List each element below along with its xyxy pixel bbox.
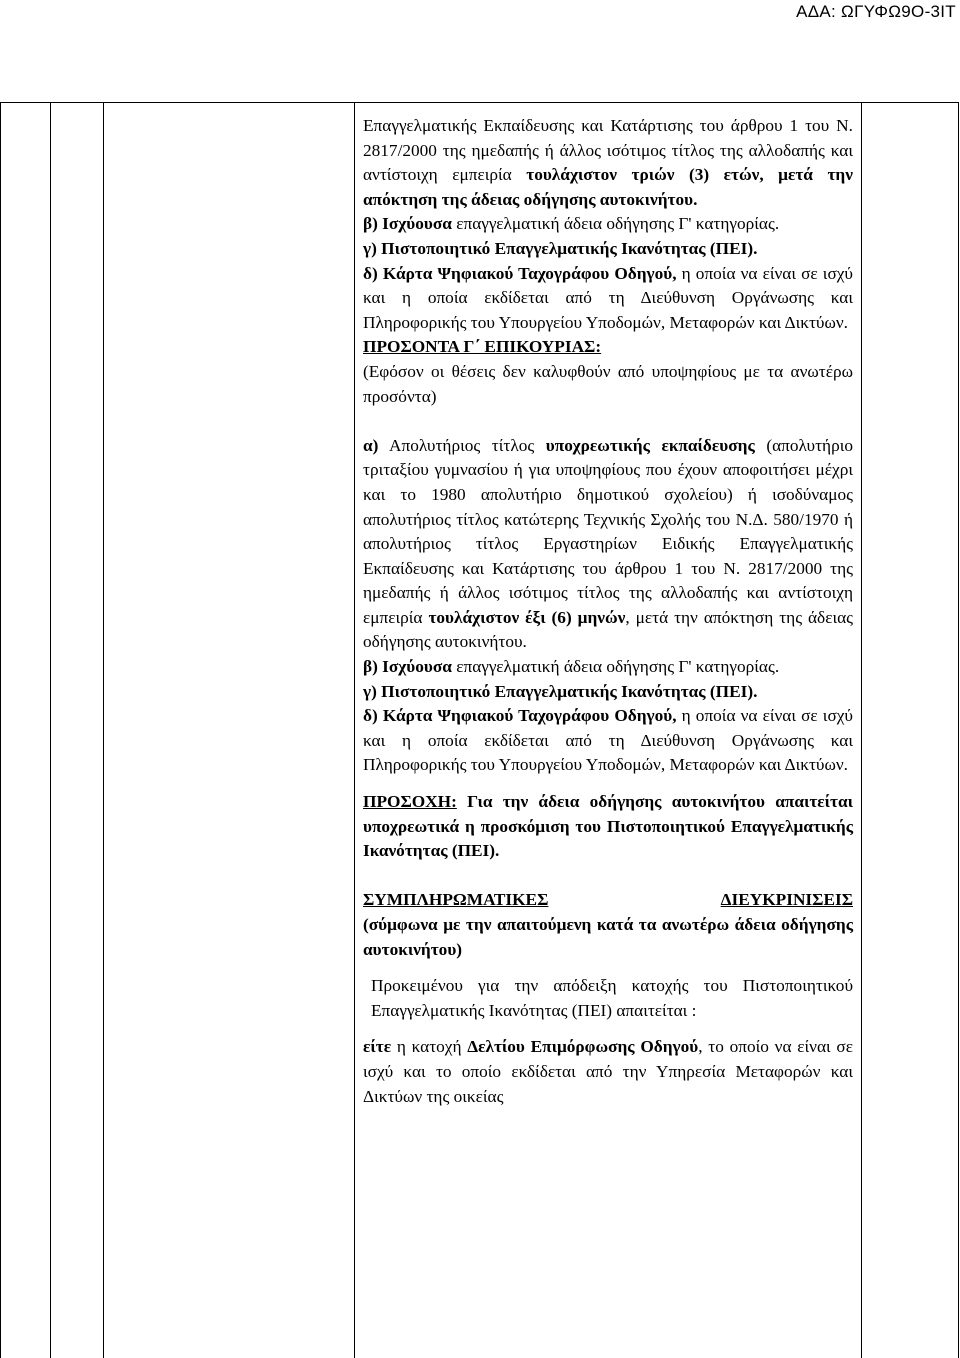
requirements-cell xyxy=(363,114,853,1109)
table-column-divider-3 xyxy=(354,103,355,1358)
qualification-paragraph-b1: β) Ισχύουσα επαγγελματική άδεια οδήγησης Γ' κατηγορίας. xyxy=(363,214,780,234)
qualification-paragraph-d1: δ) Κάρτα Ψηφιακού Ταχογράφου Οδηγού, η οποία να είναι σε ισχύ και η οποία εκδίδεται από τη Διεύθυνση Οργάνωσης και Πληροφορικής του Υπουργείου Υποδομών, Μεταφορών και Δικτύων. xyxy=(363,263,853,332)
table-column-divider-4 xyxy=(861,103,862,1358)
qualification-paragraph-b2: β) Ισχύουσα επαγγελματική άδεια οδήγησης Γ' κατηγορίας. xyxy=(363,657,780,677)
table-border-left xyxy=(0,103,1,1358)
qualification-paragraph-a1: Επαγγελματικής Εκπαίδευσης και Κατάρτισης του άρθρου 1 του Ν. 2817/2000 της ημεδαπής ή άλλος ισότιμος τίτλος της αλλοδαπής και αντίστοιχη εμπειρία τουλάχιστον τριών (3) ετών, μετά την απόκτηση της άδειας οδήγησης αυτοκινήτου. xyxy=(363,116,853,209)
section-note: (Εφόσον οι θέσεις δεν καλυφθούν από υποψηφίους με τα ανωτέρω προσόντα) xyxy=(363,361,853,406)
proof-paragraph: Προκειμένου για την απόδειξη κατοχής του Πιστοποιητικού Επαγγελματικής Ικανότητας (ΠΕΙ) απαιτείται : xyxy=(371,976,853,1020)
section-heading-prosonta: ΠΡΟΣΟΝΤΑ Γ΄ ΕΠΙΚΟΥΡΙΑΣ: xyxy=(363,337,602,357)
supplementary-subheading: (σύμφωνα με την απαιτούμενη κατά τα ανωτέρω άδεια οδήγησης αυτοκινήτου) xyxy=(363,915,853,959)
qualification-paragraph-c2: γ) Πιστοποιητικό Επαγγελματικής Ικανότητας (ΠΕΙ). xyxy=(363,681,758,701)
table-column-divider-2 xyxy=(103,103,104,1358)
qualification-paragraph-d2: δ) Κάρτα Ψηφιακού Ταχογράφου Οδηγού, η οποία να είναι σε ισχύ και η οποία εκδίδεται από τη Διεύθυνση Οργάνωσης και Πληροφορικής του Υπουργείου Υποδομών, Μεταφορών και Δικτύων. xyxy=(363,706,853,775)
supplementary-heading: ΣΥΜΠΛΗΡΩΜΑΤΙΚΕΣ ΔΙΕΥΚΡΙΝΙΣΕΙΣ xyxy=(363,890,853,910)
table-column-divider-1 xyxy=(50,103,51,1358)
qualification-paragraph-a2: α) Απολυτήριος τίτλος υποχρεωτικής εκπαίδευσης (απολυτήριο τριταξίου γυμνασίου ή για υποψηφίους που έχουν αποφοιτήσει μέχρι και το 1980 απολυτήριο δημοτικού σχολείου) ή ισοδύναμος απολυτήριος τίτλος κατώτερης Τεχνικής Σχολής του Ν.Δ. 580/1970 ή απολυτήριος τίτλος Εργαστηρίων Ειδικής Επαγγελματικής Εκπαίδευσης και Κατάρτισης του άρθρου 1 του Ν. 2817/2000 της ημεδαπής ή άλλος ισότιμος τίτλος της αλλοδαπής και αντίστοιχη εμπειρία τουλάχιστον έξι (6) μηνών, μετά την απόκτηση της άδειας οδήγησης αυτοκινήτου. xyxy=(363,435,854,652)
attention-note: ΠΡΟΣΟΧΗ: Για την άδεια οδήγησης αυτοκινήτου απαιτείται υποχρεωτικά η προσκόμιση του Πιστοποιητικού Επαγγελματικής Ικανότητας (ΠΕΙ). xyxy=(363,792,853,861)
qualification-paragraph-c1: γ) Πιστοποιητικό Επαγγελματικής Ικανότητας (ΠΕΙ). xyxy=(363,238,758,258)
document-table xyxy=(0,102,959,1358)
table-border-right xyxy=(958,103,959,1358)
either-paragraph: είτε η κατοχή Δελτίου Επιμόρφωσης Οδηγού, το οποίο να είναι σε ισχύ και το οποίο εκδίδεται από την Υπηρεσία Μεταφορών και Δικτύων της οικείας xyxy=(363,1037,853,1106)
ada-code: ΑΔΑ: ΩΓΥΦΩ9Ο-3ΙΤ xyxy=(796,2,956,21)
